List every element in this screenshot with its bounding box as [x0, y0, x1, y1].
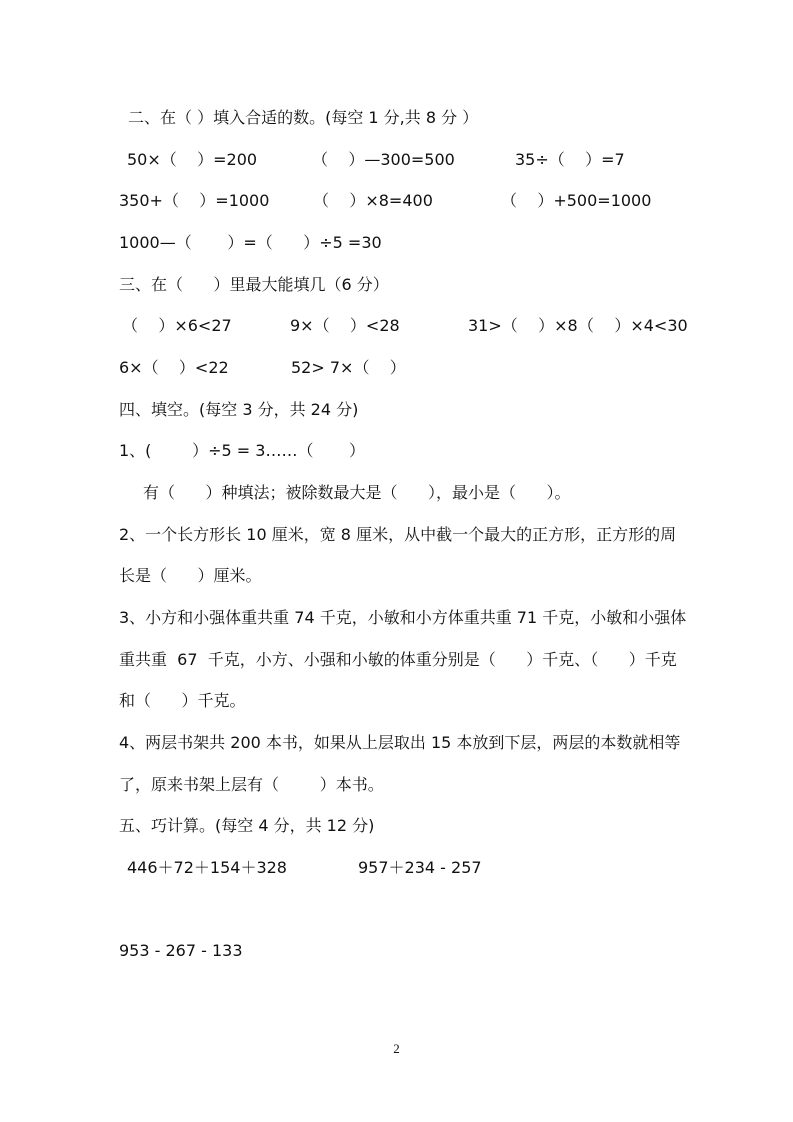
- section5-expr1: 446＋72＋154＋328: [127, 858, 287, 877]
- section2-row1-item2: （ ）—300=500: [312, 150, 455, 169]
- section2-row1-item3: 35÷（ ）=7: [515, 150, 625, 169]
- section4-q1-line2: 有（ ）种填法；被除数最大是（ ），最小是（ ）。: [143, 483, 571, 502]
- section3-heading: 三、在（ ）里最大能填几（6 分）: [119, 275, 389, 294]
- section4-q3-line2: 重共重 67 千克，小方、小强和小敏的体重分别是（ ）千克、（ ）千克: [119, 650, 677, 669]
- section5-expr2: 957＋234 - 257: [358, 858, 482, 877]
- section4-heading: 四、填空。(每空 3 分，共 24 分): [119, 400, 359, 419]
- section5-expr3: 953 - 267 - 133: [119, 941, 243, 960]
- section4-q1-line1: 1、( ）÷5 = 3……（ ）: [119, 441, 366, 460]
- section3-row2-item1: 6×（ ）<22: [119, 358, 229, 377]
- section3-row1-item4: （ ）×4<30: [578, 316, 688, 335]
- section3-row1-item3: 31>（ ）×8: [468, 316, 578, 335]
- section4-q3-line3: 和（ ）千克。: [119, 691, 246, 710]
- section2-heading: 二、在（ ）填入合适的数。(每空 1 分,共 8 分 ）: [128, 108, 479, 127]
- section3-row1-item1: （ ）×6<27: [122, 316, 232, 335]
- section4-q2-line2: 长是（ ）厘米。: [119, 566, 262, 585]
- section3-row1-item2: 9×（ ）<28: [290, 316, 400, 335]
- section2-row3: 1000—（ ）=（ ）÷5 =30: [119, 233, 382, 252]
- section5-heading: 五、巧计算。(每空 4 分，共 12 分): [119, 816, 375, 835]
- section4-q4-line2: 了，原来书架上层有（ ）本书。: [119, 775, 384, 794]
- section4-q2-line1: 2、一个长方形长 10 厘米，宽 8 厘米，从中截一个最大的正方形，正方形的周: [119, 525, 677, 544]
- section2-row2-item2: （ ）×8=400: [313, 191, 433, 210]
- section3-row2-item2: 52> 7×（ ）: [291, 358, 406, 377]
- section2-row1-item1: 50×（ ）=200: [127, 150, 258, 169]
- section2-row2-item3: （ ）+500=1000: [501, 191, 652, 210]
- section4-q4-line1: 4、两层书架共 200 本书，如果从上层取出 15 本放到下层，两层的本数就相等: [119, 733, 681, 752]
- section2-row2-item1: 350+（ ）=1000: [119, 191, 270, 210]
- page-number: 2: [393, 1041, 400, 1056]
- section4-q3-line1: 3、小方和小强体重共重 74 千克，小敏和小方体重共重 71 千克，小敏和小强体: [119, 608, 687, 627]
